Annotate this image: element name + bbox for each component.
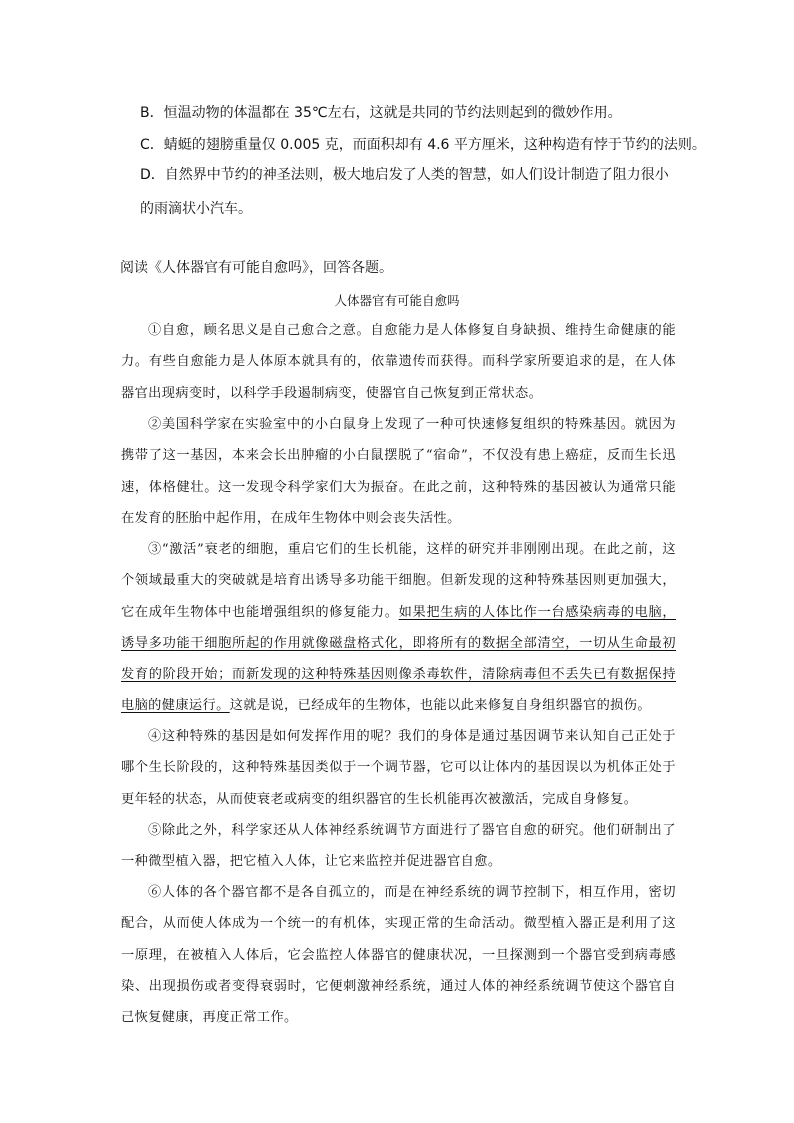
paragraph-1: ①自愈，顾名思义是自己愈合之意。自愈能力是人体修复自身缺损、维持生命健康的能力。有些自愈能力是人体原本就具有的，依靠遗传而获得。而科学家所要追求的是，在人体器官出现病变时，以科学手段遏制病变，使器官自己恢复到正常状态。 [121,323,676,401]
article-title: 人体器官有可能自愈吗 [334,293,460,308]
paragraph-3-underlined-text: 如果把生病的人体比作一台感染病毒的电脑，诱导多功能干细胞所起的作用就像磁盘格式化，即将所有的数据全部清空，一切从生命最初发育的阶段开始；而新发现的这种特殊基因则像杀毒软件，清除病毒但不丢失已有数据保持电脑的健康运行。 [121,604,677,714]
paragraph-6: ⑥人体的各个器官都不是各自孤立的，而是在神经系统的调节控制下，相互作用，密切配合，从而使人体成为一个统一的有机体，实现正常的生命活动。微型植入器正是利用了这一原理，在被植入人体后，它会监控人体器官的健康状况，一旦探测到一个器官受到病毒感染、出现损伤或者变得衰弱时，它便刺激神经系统，通过人体的神经系统调节使这个器官自己恢复健康，再度正常工作。 [121,885,676,1026]
paragraph-3-text-before: ③“激活”衰老的细胞，重启它们的生长机能，这样的研究并非刚刚出现。在此之前，这个领域最重大的突破就是培育出诱导多功能干细胞。但新发现的这种特殊基因则更加强大，它在成年生物体中也能增强组织的修复能力。 [121,542,676,620]
paragraph-5: ⑤除此之外，科学家还从人体神经系统调节方面进行了器官自愈的研究。他们研制出了一种微型植入器，把它植入人体，让它来监控并促进器官自愈。 [121,823,676,870]
paragraph-3-text-after: 这就是说，已经成年的生物体，也能以此来修复自身组织器官的损伤。 [229,698,651,714]
option-d: D．自然界中节约的神圣法则，极大地启发了人类的智慧，如人们设计制造了阻力很小的雨滴状小汽车。 [140,167,669,217]
option-b: B．恒温动物的体温都在 35℃左右，这就是共同的节约法则起到的微妙作用。 [140,105,622,121]
paragraph-2: ②美国科学家在实验室中的小白鼠身上发现了一种可快速修复组织的特殊基因。就因为携带了这一基因，本来会长出肿瘤的小白鼠摆脱了“宿命”，不仅没有患上癌症，反而生长迅速，体格健壮。这一发现令科学家们大为振奋。在此之前，这种特殊的基因被认为通常只能在发育的胚胎中起作用，在成年生物体中则会丧失活性。 [121,417,676,526]
paragraph-4: ④这种特殊的基因是如何发挥作用的呢？我们的身体是通过基因调节来认知自己正处于哪个生长阶段的，这种特殊基因类似于一个调节器，它可以让体内的基因误以为机体正处于更年轻的状态，从而使衰老或病变的组织器官的生长机能再次被激活，完成自身修复。 [121,729,676,807]
reading-instruction: 阅读《人体器官有可能自愈吗》，回答各题。 [120,260,393,276]
paragraph-3 [121,534,676,722]
option-c: C．蜻蜓的翅膀重量仅 0.005 克，而面积却有 4.6 平方厘米，这种构造有悖于节约的法则。 [140,137,706,153]
